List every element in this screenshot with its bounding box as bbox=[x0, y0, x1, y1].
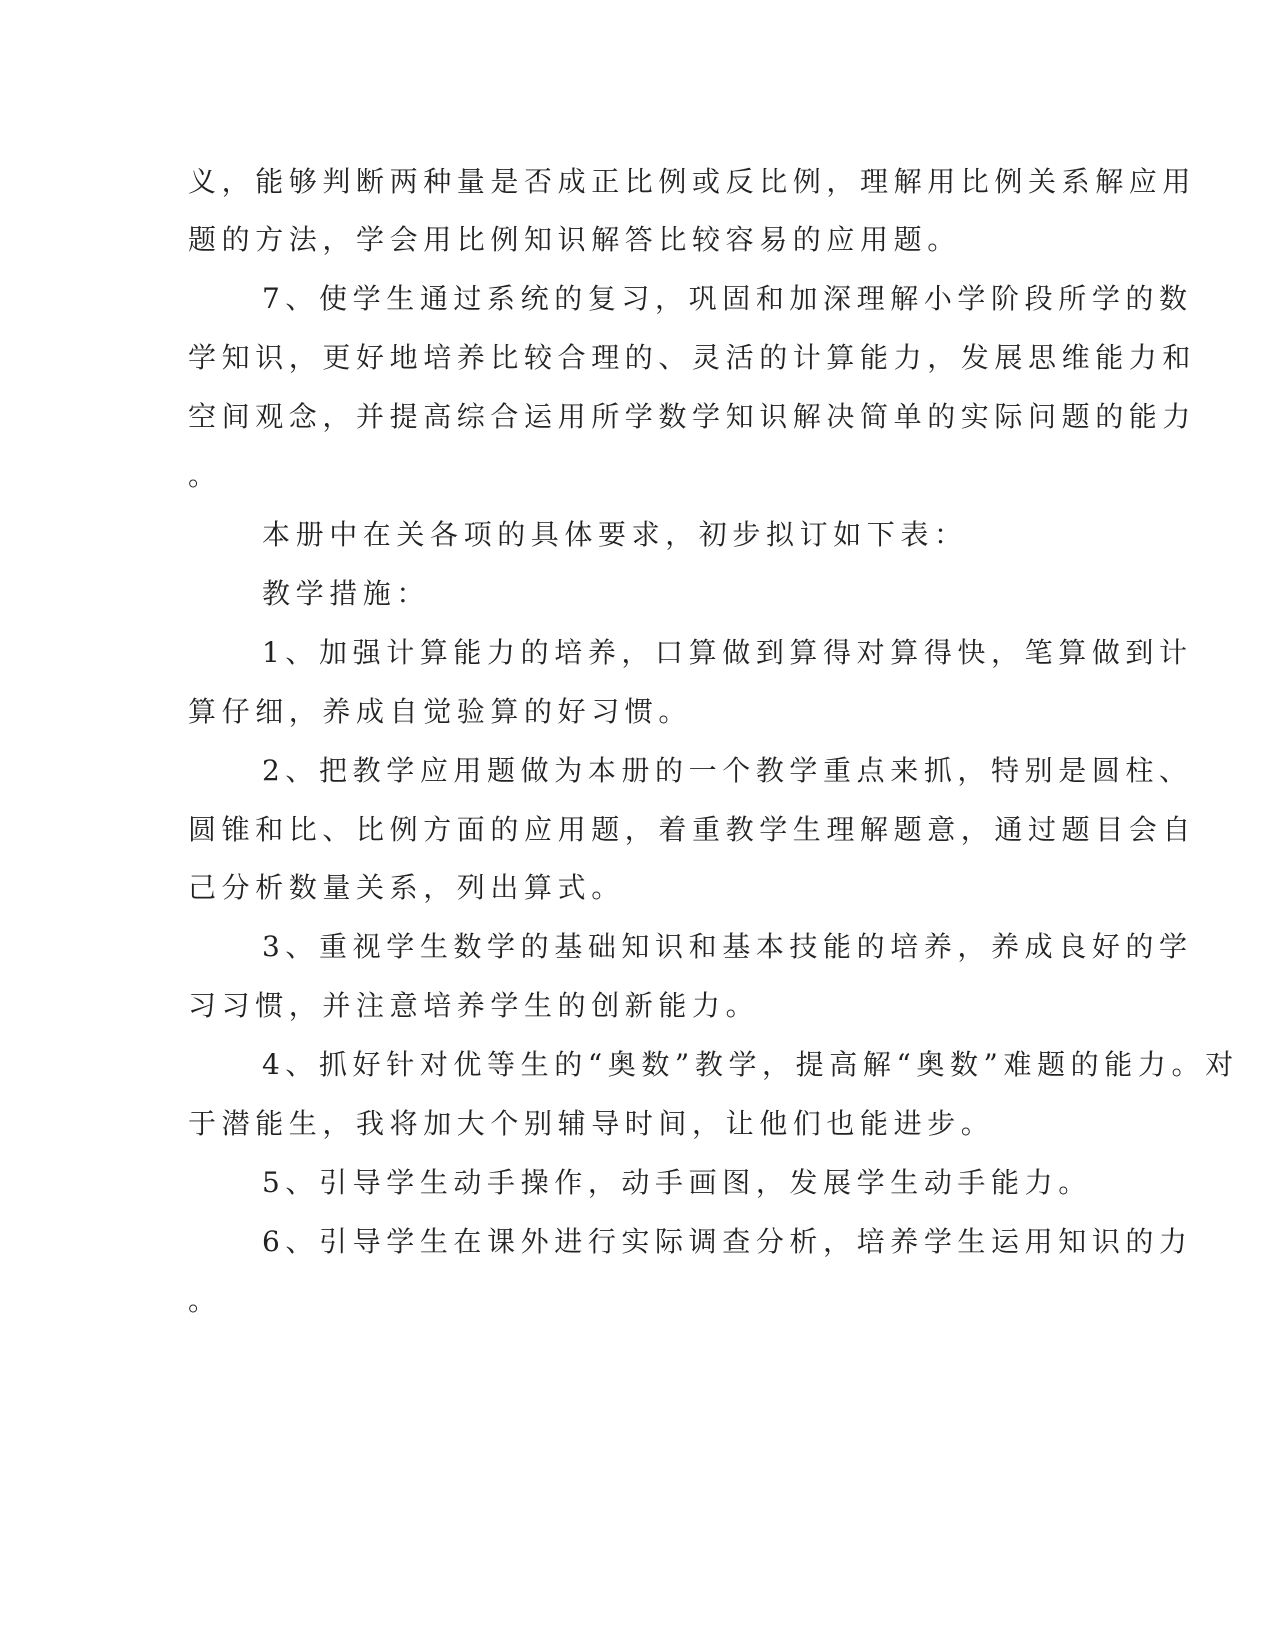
text-line: 义，能够判断两种量是否成正比例或反比例，理解用比例关系解应用 bbox=[188, 165, 1197, 198]
text-line: 本册中在关各项的具体要求，初步拟订如下表： bbox=[262, 518, 968, 551]
text-line: 。 bbox=[188, 1284, 222, 1317]
text-line: 空间观念，并提高综合运用所学数学知识解决简单的实际问题的能力 bbox=[188, 400, 1197, 433]
text-line: 算仔细，养成自觉验算的好习惯。 bbox=[188, 695, 693, 728]
text-line: 习习惯，并注意培养学生的创新能力。 bbox=[188, 989, 760, 1022]
text-line: 1、加强计算能力的培养，口算做到算得对算得快，笔算做到计 bbox=[262, 636, 1193, 669]
text-line: 7、使学生通过系统的复习，巩固和加深理解小学阶段所学的数 bbox=[262, 282, 1193, 315]
text-line: 5、引导学生动手操作，动手画图，发展学生动手能力。 bbox=[262, 1166, 1092, 1199]
text-line: 于潜能生，我将加大个别辅导时间，让他们也能进步。 bbox=[188, 1107, 995, 1140]
text-line: 己分析数量关系，列出算式。 bbox=[188, 871, 625, 904]
text-line: 题的方法，学会用比例知识解答比较容易的应用题。 bbox=[188, 223, 961, 256]
text-line: 4、抓好针对优等生的“奥数”教学，提高解“奥数”难题的能力。对 bbox=[262, 1048, 1239, 1081]
text-line: 教学措施： bbox=[262, 577, 431, 610]
text-line: 3、重视学生数学的基础知识和基本技能的培养，养成良好的学 bbox=[262, 930, 1193, 963]
text-line: 2、把教学应用题做为本册的一个教学重点来抓，特别是圆柱、 bbox=[262, 754, 1193, 787]
text-line: 学知识，更好地培养比较合理的、灵活的计算能力，发展思维能力和 bbox=[188, 341, 1197, 374]
text-line: 6、引导学生在课外进行实际调查分析，培养学生运用知识的力 bbox=[262, 1225, 1193, 1258]
text-line: 圆锥和比、比例方面的应用题，着重教学生理解题意，通过题目会自 bbox=[188, 813, 1197, 846]
text-line: 。 bbox=[188, 459, 222, 492]
